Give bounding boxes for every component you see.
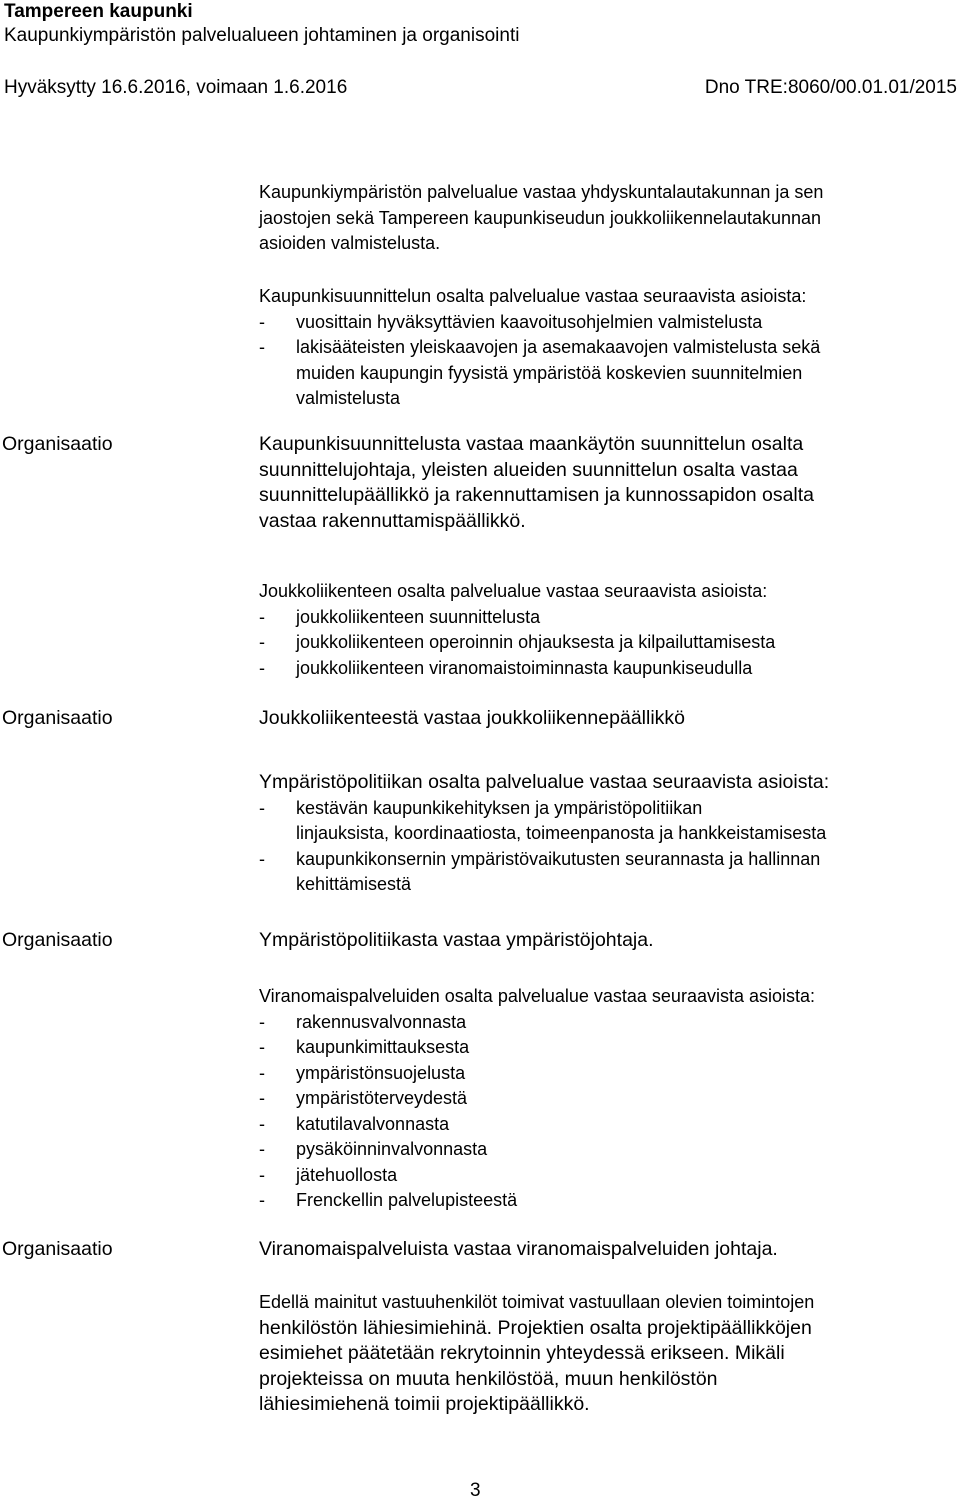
kaupunkisuunnittelu-section (259, 284, 957, 412)
list-item (259, 335, 957, 412)
list-item-text: joukkoliikenteen operoinnin ohjauksesta ja kilpailuttamisesta (296, 632, 776, 652)
list-item-text: valmistelusta (296, 388, 401, 408)
organisaatio-text (259, 928, 957, 954)
list-item (259, 1112, 957, 1138)
responsibility-list (259, 310, 957, 412)
section-lead: Kaupunkisuunnittelun osalta palvelualue vastaa seuraavista asioista: (259, 286, 807, 306)
organisaatio-line: vastaa rakennuttamispäällikkö. (259, 509, 526, 532)
viranomaispalvelut-section (259, 984, 957, 1214)
list-item (259, 1137, 957, 1163)
list-item-text: Frenckellin palvelupisteestä (296, 1190, 518, 1210)
dash-marker: - (259, 1139, 265, 1159)
dash-marker: - (259, 1088, 265, 1108)
list-item (259, 630, 957, 656)
organisaatio-line: Viranomaispalveluista vastaa viranomaispalveluiden johtaja. (259, 1238, 778, 1260)
list-item (259, 1061, 957, 1087)
list-item (259, 1188, 957, 1214)
joukkoliikenne-section (259, 579, 957, 681)
dash-marker: - (259, 1062, 265, 1083)
responsibility-list (259, 796, 957, 898)
list-item-text: muiden kaupungin fyysistä ympäristöä koskevien suunnitelmien (296, 362, 803, 383)
organisaatio-label: Organisaatio (2, 433, 113, 455)
section-lead: Viranomaispalveluiden osalta palvelualue vastaa seuraavista asioista: (259, 986, 816, 1006)
list-item-text: linjauksista, koordinaatiosta, toimeenpanosta ja hankkeistamisesta (296, 823, 827, 843)
closing-line: projekteissa on muuta henkilöstöä, muun henkilöstön (259, 1367, 718, 1390)
list-item (259, 656, 957, 682)
dash-marker: - (259, 1164, 265, 1185)
list-item-text: joukkoliikenteen suunnittelusta (296, 606, 541, 627)
intro-line: Kaupunkiympäristön palvelualue vastaa yhdyskuntalautakunnan ja sen (259, 182, 824, 202)
page-number: 3 (470, 1480, 481, 1501)
responsibility-list (259, 605, 957, 682)
dash-marker: - (259, 848, 265, 869)
section-lead: Ympäristöpolitiikan osalta palvelualue vastaa seuraavista asioista: (259, 771, 830, 793)
section-lead: Joukkoliikenteen osalta palvelualue vastaa seuraavista asioista: (259, 581, 768, 601)
list-item-text: vuosittain hyväksyttävien kaavoitusohjelmien valmistelusta (296, 311, 763, 332)
dash-marker: - (259, 1113, 265, 1134)
organisaatio-text (259, 1237, 957, 1263)
approval-date: Hyväksytty 16.6.2016, voimaan 1.6.2016 (4, 77, 348, 98)
intro-paragraph (259, 180, 957, 257)
list-item (259, 1035, 957, 1061)
list-item-text: joukkoliikenteen viranomaistoiminnasta kaupunkiseudulla (296, 657, 753, 678)
dash-marker: - (259, 1190, 265, 1210)
list-item-text: kaupunkimittauksesta (296, 1037, 470, 1057)
organisaatio-label: Organisaatio (2, 1238, 113, 1260)
list-item (259, 605, 957, 631)
closing-line: lähiesimiehenä toimii projektipäällikkö. (259, 1393, 590, 1415)
responsibility-list (259, 1010, 957, 1214)
intro-line: asioiden valmistelusta. (259, 233, 441, 253)
dash-marker: - (259, 657, 265, 678)
closing-line: esimiehet päätetään rekrytoinnin yhteydessä erikseen. Mikäli (259, 1342, 785, 1364)
list-item-text: kehittämisestä (296, 874, 412, 894)
closing-paragraph (259, 1290, 957, 1418)
organisaatio-text (259, 432, 957, 534)
closing-line: henkilöstön lähiesimiehinä. Projektien osalta projektipäällikköjen (259, 1316, 812, 1339)
list-item-text: jätehuollosta (296, 1164, 398, 1185)
list-item-text: ympäristönsuojelusta (296, 1062, 466, 1083)
organisaatio-label: Organisaatio (2, 707, 113, 729)
organisaatio-line: Joukkoliikenteestä vastaa joukkoliikennepäällikkö (259, 707, 686, 729)
organisaatio-line: suunnittelupäällikkö ja rakennuttamisen ja kunnossapidon osalta (259, 484, 815, 506)
organisaatio-line: Kaupunkisuunnittelusta vastaa maankäytön suunnittelun osalta (259, 433, 804, 455)
dash-marker: - (259, 1037, 265, 1057)
dash-marker: - (259, 311, 265, 332)
dash-marker: - (259, 797, 265, 818)
dash-marker: - (259, 1011, 265, 1032)
list-item (259, 1010, 957, 1036)
intro-line: jaostojen sekä Tampereen kaupunkiseudun joukkoliikennelautakunnan (259, 207, 822, 228)
ymparistopolitiikka-section (259, 770, 957, 898)
header-subtitle: Kaupunkiympäristön palvelualueen johtaminen ja organisointi (4, 25, 520, 46)
header-title: Tampereen kaupunki (4, 1, 193, 22)
document-number: Dno TRE:8060/00.01.01/2015 (704, 77, 957, 98)
list-item-text: lakisääteisten yleiskaavojen ja asemakaavojen valmistelusta sekä (296, 337, 821, 357)
list-item-text: rakennusvalvonnasta (296, 1011, 467, 1032)
dash-marker: - (259, 606, 265, 627)
list-item (259, 847, 957, 898)
list-item-text: katutilavalvonnasta (296, 1113, 450, 1134)
list-item-text: ympäristöterveydestä (296, 1088, 468, 1108)
list-item-text: pysäköinninvalvonnasta (296, 1139, 488, 1159)
list-item (259, 1163, 957, 1189)
list-item-text: kaupunkikonsernin ympäristövaikutusten seurannasta ja hallinnan (296, 848, 821, 869)
closing-line: Edellä mainitut vastuuhenkilöt toimivat vastuullaan olevien toimintojen (259, 1292, 815, 1312)
list-item-text: kestävän kaupunkikehityksen ja ympäristöpolitiikan (296, 797, 703, 818)
organisaatio-text (259, 706, 957, 732)
organisaatio-label: Organisaatio (2, 929, 113, 951)
dash-marker: - (259, 337, 265, 357)
list-item (259, 1086, 957, 1112)
organisaatio-line: Ympäristöpolitiikasta vastaa ympäristöjohtaja. (259, 929, 654, 951)
dash-marker: - (259, 632, 265, 652)
list-item (259, 310, 957, 336)
organisaatio-line: suunnittelujohtaja, yleisten alueiden suunnittelun osalta vastaa (259, 458, 798, 481)
list-item (259, 796, 957, 847)
